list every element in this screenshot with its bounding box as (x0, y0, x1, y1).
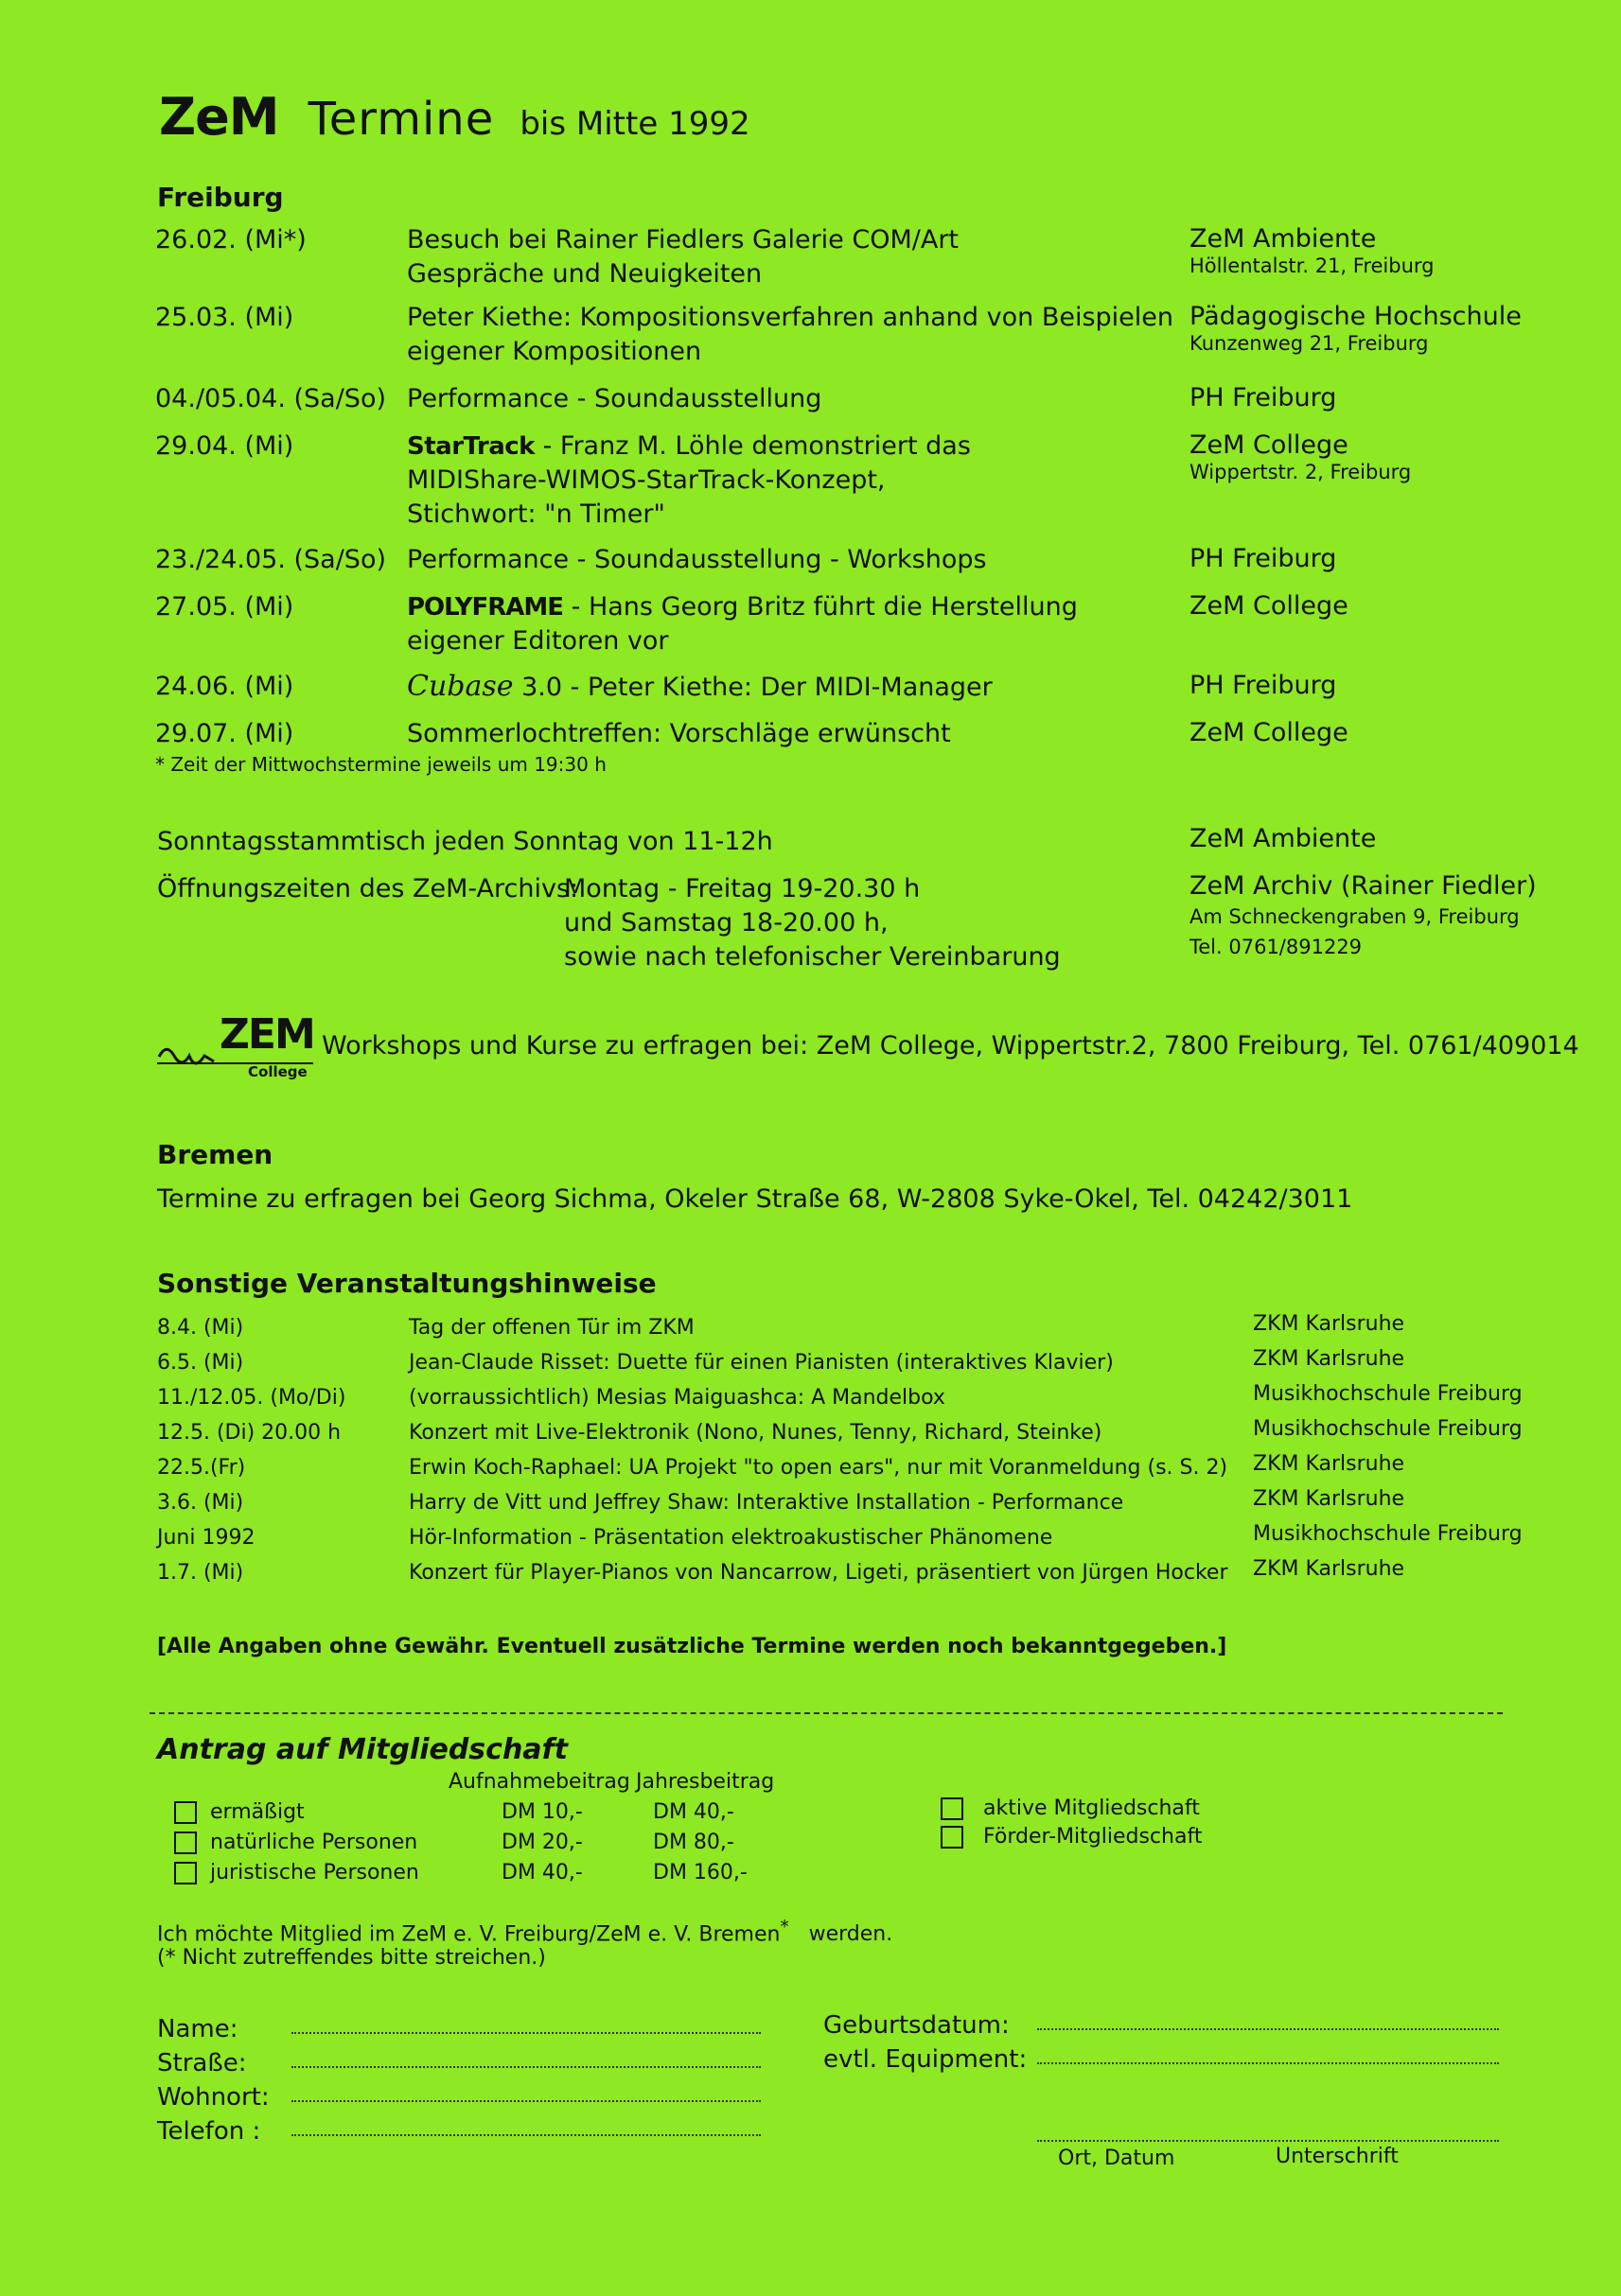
bremen-text: Termine zu erfragen bei Georg Sichma, Okeler Straße 68, W-2808 Syke-Okel, Tel. 04242/3011 (157, 1184, 1353, 1214)
fee-option[interactable] (174, 1830, 417, 1856)
fee-option-label: natürliche Personen (210, 1831, 418, 1854)
sonstige-location: Musikhochschule Freiburg (1253, 1417, 1523, 1441)
event-location (1189, 431, 1411, 484)
event-line (407, 223, 959, 257)
sonstige-date: Juni 1992 (157, 1526, 255, 1550)
form-field-line[interactable] (291, 2100, 761, 2102)
sonstige-event: Hör-Information - Präsentation elektroakustischer Phänomene (409, 1526, 1053, 1550)
fee-aufnahme: DM 10,- (502, 1800, 583, 1824)
event-location-name: PH Freiburg (1189, 544, 1337, 573)
event-line-text: Besuch bei Rainer Fiedlers Galerie COM/Art (407, 225, 960, 254)
archiv-hours-line: sowie nach telefonischer Vereinbarung (564, 942, 1061, 972)
sonstige-date: 22.5.(Fr) (157, 1456, 246, 1480)
sonstige-date: 12.5. (Di) 20.00 h (157, 1421, 342, 1445)
event-description (407, 301, 1173, 369)
event-line-text: - Franz M. Löhle demonstriert das (534, 431, 971, 461)
fee-jahres: DM 80,- (653, 1831, 734, 1854)
fee-option-label: ermäßigt (210, 1800, 305, 1824)
form-field-label: Straße: (157, 2049, 247, 2077)
sign-unterschrift-label: Unterschrift (1276, 2145, 1399, 2168)
archiv-hours-line: und Samstag 18-20.00 h, (564, 908, 889, 938)
event-description (407, 382, 821, 416)
event-line-text: Performance - Soundausstellung (407, 384, 822, 413)
archiv-label: Öffnungszeiten des ZeM-Archivs: (157, 874, 579, 903)
sonstige-event: Jean-Claude Risset: Duette für einen Pianisten (interaktives Klavier) (409, 1351, 1114, 1375)
event-line (407, 624, 1078, 658)
cut-line (150, 1712, 1503, 1714)
sonstige-event: Konzert für Player-Pianos von Nancarrow, Ligeti, präsentiert von Jürgen Hocker (409, 1561, 1228, 1585)
sonstige-location: Musikhochschule Freiburg (1253, 1382, 1523, 1406)
event-line-text: Performance - Soundausstellung - Workshops (407, 545, 987, 574)
section-heading-sonstige: Sonstige Veranstaltungshinweise (157, 1268, 657, 1299)
stammtisch-text: Sonntagsstammtisch jeden Sonntag von 11-12h (157, 827, 773, 856)
checkbox[interactable] (174, 1801, 197, 1824)
membership-statement (157, 1915, 892, 1948)
form-field-line[interactable] (291, 2134, 761, 2136)
archiv-name: ZeM Archiv (Rainer Fiedler) (1189, 871, 1537, 901)
event-location-name: PH Freiburg (1189, 671, 1337, 700)
sonstige-location: ZKM Karlsruhe (1253, 1452, 1405, 1476)
sonstige-event: Tag der offenen Tür im ZKM (409, 1316, 695, 1340)
col-header-jahres: Jahresbeitrag (636, 1770, 775, 1794)
section-heading-freiburg: Freiburg (157, 182, 284, 213)
event-location (1189, 719, 1348, 747)
section-heading-bremen: Bremen (157, 1139, 273, 1170)
archiv-hours-line: Montag - Freitag 19-20.30 h (564, 874, 921, 903)
startrack-logo: StarTrack (407, 432, 535, 461)
membership-type-label: aktive Mitgliedschaft (983, 1796, 1200, 1820)
fee-aufnahme: DM 20,- (502, 1831, 583, 1854)
fee-option-label: juristische Personen (210, 1861, 419, 1884)
event-location-name: Pädagogische Hochschule (1189, 302, 1522, 331)
checkbox[interactable] (174, 1862, 197, 1884)
form-field-label: Geburtsdatum: (823, 2011, 1010, 2040)
event-line (407, 257, 959, 291)
event-line-text: Gespräche und Neuigkeiten (407, 259, 763, 289)
membership-type-active[interactable] (941, 1796, 1200, 1822)
form-field-label: evtl. Equipment: (823, 2045, 1028, 2074)
sonstige-event: (vorraussichtlich) Mesias Maiguashca: A Mandelbox (409, 1386, 945, 1410)
event-line (407, 717, 951, 751)
statement-star: * (780, 1918, 789, 1937)
event-line-text: - Hans Georg Britz führt die Herstellung (563, 592, 1078, 622)
event-line-text: MIDIShare-WIMOS-StarTrack-Konzept, (407, 465, 886, 495)
event-description (407, 543, 987, 577)
sonstige-date: 1.7. (Mi) (157, 1561, 244, 1585)
checkbox[interactable] (174, 1832, 197, 1854)
fee-jahres: DM 40,- (653, 1800, 734, 1824)
event-date: 23./24.05. (Sa/So) (155, 545, 387, 574)
event-line (407, 301, 1173, 335)
event-location-name: ZeM Ambiente (1189, 224, 1377, 254)
archiv-phone: Tel. 0761/891229 (1189, 936, 1363, 958)
event-location-address: Wippertstr. 2, Freiburg (1189, 461, 1412, 483)
event-location-address: Kunzenweg 21, Freiburg (1189, 332, 1429, 355)
event-line (407, 498, 971, 532)
event-location (1189, 592, 1348, 621)
college-logo-sub: College (248, 1063, 308, 1080)
event-line-text: eigener Editoren vor (407, 626, 669, 656)
event-line-text: 3.0 - Peter Kiethe: Der MIDI-Manager (513, 673, 993, 702)
cubase-logo: Cubase (407, 670, 514, 703)
event-line (407, 382, 821, 416)
event-line (407, 429, 971, 464)
archiv-hours (564, 872, 1061, 974)
event-line (407, 543, 987, 577)
sonstige-location: ZKM Karlsruhe (1253, 1312, 1405, 1336)
brand-zem: ZeM (159, 87, 279, 147)
college-text: Workshops und Kurse zu erfragen bei: ZeM College, Wippertstr.2, 7800 Freiburg, Tel. 0761/409014 (322, 1031, 1579, 1060)
event-location-name: ZeM College (1189, 430, 1348, 460)
checkbox[interactable] (941, 1797, 963, 1820)
event-date: 29.04. (Mi) (155, 431, 294, 461)
event-line-text: Stichwort: "n Timer" (407, 500, 665, 529)
event-location-address: Höllentalstr. 21, Freiburg (1189, 254, 1435, 277)
sonstige-event: Erwin Koch-Raphael: UA Projekt "to open ears", nur mit Voranmeldung (s. S. 2) (409, 1456, 1228, 1480)
sonstige-location: Musikhochschule Freiburg (1253, 1522, 1523, 1546)
event-line (407, 335, 1173, 369)
event-line (407, 464, 971, 498)
archiv-location (1189, 872, 1537, 959)
archiv-address: Am Schneckengraben 9, Freiburg (1189, 905, 1520, 928)
event-line-text: Sommerlochtreffen: Vorschläge erwünscht (407, 719, 951, 748)
col-header-aufnahme: Aufnahmebeitrag (449, 1770, 630, 1794)
event-description (407, 429, 971, 532)
fee-option[interactable] (174, 1860, 419, 1886)
event-description (407, 717, 951, 751)
fee-jahres: DM 160,- (653, 1861, 748, 1884)
sonstige-event: Harry de Vitt und Jeffrey Shaw: Interaktive Installation - Performance (409, 1491, 1124, 1515)
event-description (407, 223, 959, 291)
statement-end: werden. (808, 1922, 893, 1947)
college-logo-text: ZEM (220, 1010, 314, 1059)
form-field-label: Wohnort: (157, 2083, 270, 2112)
event-location (1189, 225, 1435, 278)
form-field-label: Telefon : (157, 2117, 261, 2146)
section-heading-antrag: Antrag auf Mitgliedschaft (157, 1733, 568, 1766)
page-header (159, 87, 750, 147)
event-date: 26.02. (Mi*) (155, 225, 307, 254)
fee-aufnahme: DM 40,- (502, 1861, 583, 1884)
form-field-line[interactable] (1037, 2062, 1499, 2064)
event-location (1189, 303, 1522, 356)
disclaimer-notice: [Alle Angaben ohne Gewähr. Eventuell zusätzliche Termine werden noch bekanntgegeben.] (157, 1635, 1227, 1658)
sonstige-date: 8.4. (Mi) (157, 1316, 244, 1340)
zem-college-logo (157, 1010, 318, 1088)
event-location (1189, 545, 1336, 573)
event-line (407, 590, 1078, 624)
form-field-line[interactable] (291, 2032, 761, 2034)
event-location-name: ZeM College (1189, 718, 1348, 747)
footnote: * Zeit der Mittwochstermine jeweils um 19:30 h (155, 753, 607, 776)
stammtisch-location: ZeM Ambiente (1189, 824, 1377, 853)
membership-type-label: Förder-Mitgliedschaft (983, 1825, 1203, 1849)
page-subtitle: bis Mitte 1992 (520, 105, 750, 143)
sonstige-date: 3.6. (Mi) (157, 1491, 244, 1515)
event-line-text: eigener Kompositionen (407, 337, 702, 366)
checkbox[interactable] (941, 1826, 963, 1849)
sonstige-date: 11./12.05. (Mo/Di) (157, 1386, 346, 1410)
event-date: 24.06. (Mi) (155, 672, 294, 701)
statement-text: Ich möchte Mitglied im ZeM e. V. Freiburg/ZeM e. V. Bremen (157, 1922, 781, 1947)
form-field-line[interactable] (1037, 2028, 1499, 2030)
event-line-text: Peter Kiethe: Kompositionsverfahren anhand von Beispielen (407, 303, 1173, 332)
event-location-name: PH Freiburg (1189, 383, 1337, 412)
strike-note: (* Nicht zutreffendes bitte streichen.) (157, 1946, 546, 1970)
sonstige-date: 6.5. (Mi) (157, 1351, 244, 1375)
event-location-name: ZeM College (1189, 591, 1348, 621)
polyframe-logo: POLYFRAME (407, 593, 564, 622)
membership-type-foerder[interactable] (941, 1824, 1202, 1850)
fee-option[interactable] (174, 1799, 305, 1826)
event-line (407, 670, 993, 705)
event-date: 27.05. (Mi) (155, 592, 294, 622)
form-field-label: Name: (157, 2015, 238, 2043)
event-description (407, 590, 1078, 658)
event-date: 29.07. (Mi) (155, 719, 294, 748)
event-description (407, 670, 993, 705)
event-location (1189, 672, 1336, 700)
sonstige-event: Konzert mit Live-Elektronik (Nono, Nunes, Tenny, Richard, Steinke) (409, 1421, 1102, 1445)
page-title: Termine (308, 93, 495, 146)
event-date: 04./05.04. (Sa/So) (155, 384, 387, 413)
signature-line[interactable] (1037, 2140, 1499, 2142)
sign-ort-label: Ort, Datum (1058, 2147, 1175, 2170)
sonstige-location: ZKM Karlsruhe (1253, 1557, 1405, 1581)
event-location (1189, 384, 1336, 412)
event-date: 25.03. (Mi) (155, 303, 294, 332)
form-field-line[interactable] (291, 2066, 761, 2068)
sonstige-location: ZKM Karlsruhe (1253, 1487, 1405, 1511)
sonstige-location: ZKM Karlsruhe (1253, 1347, 1405, 1371)
